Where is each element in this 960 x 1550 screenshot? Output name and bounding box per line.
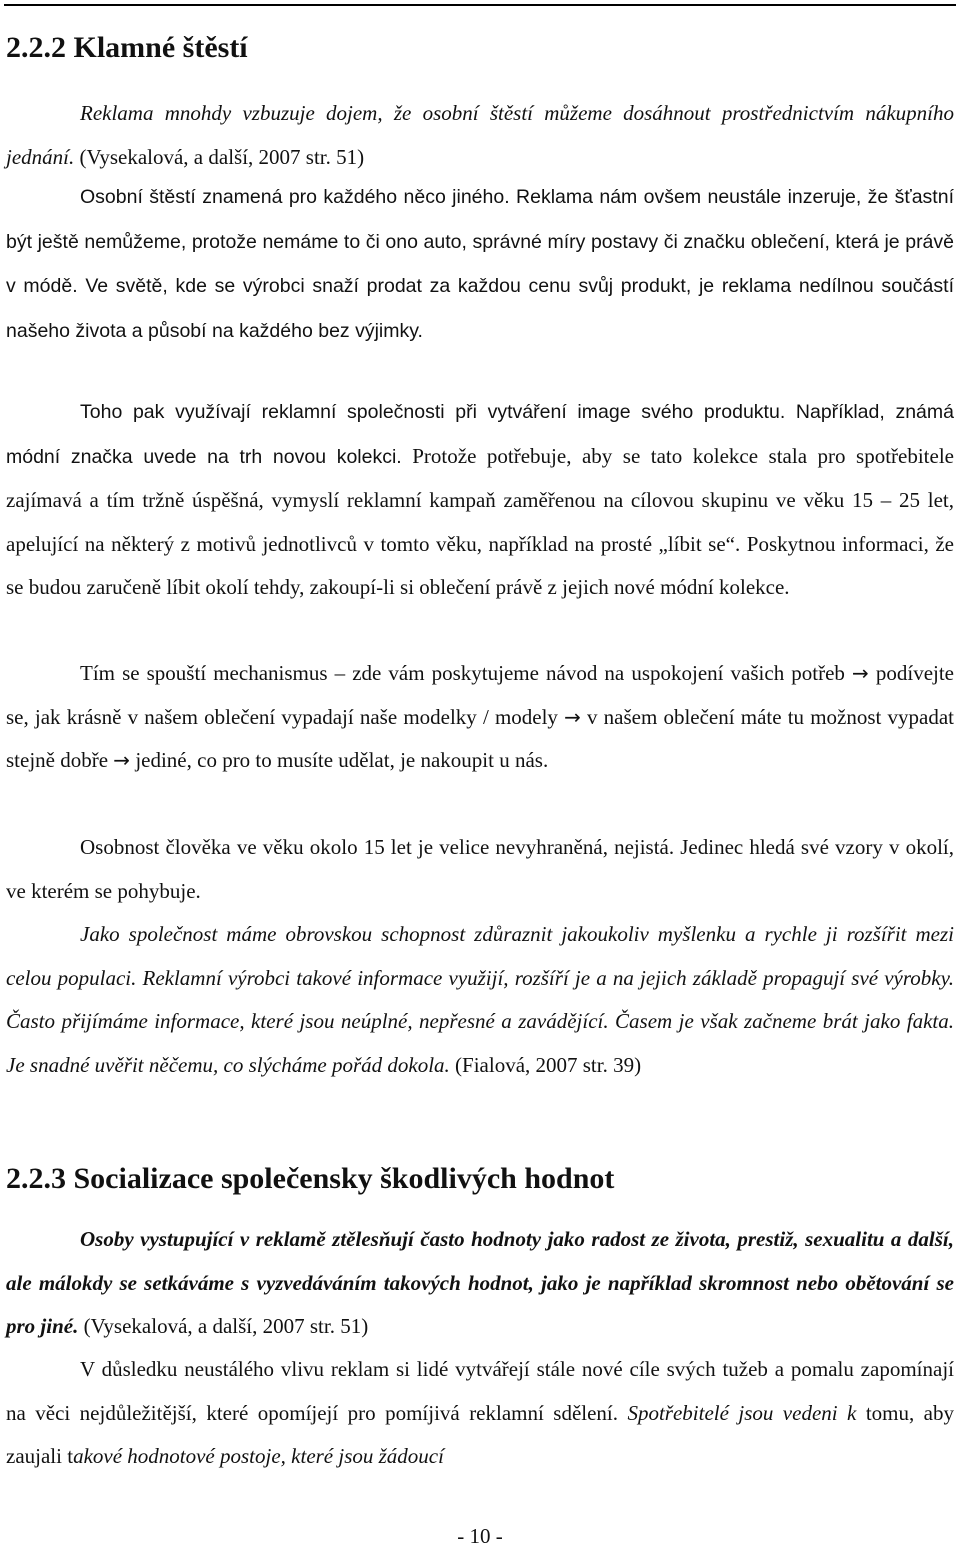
paragraph-mechanismus	[6, 652, 954, 783]
text-part-1: V důsledku neustálého vlivu reklam si lidé vytvářejí stále nové cíle svých tužeb a pomalu zapomínají na věci nejdůležitější, které opomíjejí pro pomíjivá reklamní sdělení.	[6, 1357, 954, 1425]
text-part-2: podívejte se, jak krásně v našem oblečení vypadají naše modelky / modely	[6, 661, 955, 729]
paragraph-sans-text: Toho pak využívají reklamní společnosti při vytváření image svého produktu. Například, známá módní značka uvede na trh novou kolekci.	[6, 401, 954, 468]
italic-text-1: Spotřebitelé jsou vedeni k	[627, 1400, 857, 1425]
text-part-3: v našem oblečení máte tu možnost vypadat stejně dobře	[6, 704, 954, 772]
text-part-4: jediné, co pro to musíte udělat, je nakoupit u nás.	[130, 748, 549, 772]
quote-text: Jako společnost máme obrovskou schopnost zdůraznit jakoukoliv myšlenku a rychle ji rozšířit mezi celou populaci. Reklamní výrobci takové informace využijí, rozšíří je a na jejich základě propagují své výrobky. Často přijímáme informace, které jsou neúplné, nepřesné a zavádějící. Časem je však začneme brát jako fakta. Je snadné uvěřit něčemu, co slýcháme pořád dokola.	[6, 922, 954, 1077]
arrow-right-icon: →	[852, 661, 869, 685]
text-part-2: tomu, aby zaujali t	[6, 1400, 954, 1468]
paragraph-osobnost: Osobnost člověka ve věku okolo 15 let je velice nevyhraněná, nejistá. Jedinec hledá své vzory v okolí, ve kterém se pohybuje.	[6, 835, 954, 903]
section-heading-socializace: 2.2.3 Socializace společensky škodlivých hodnot	[6, 1162, 615, 1195]
citation: (Vysekalová, a další, 2007 str. 51)	[78, 1314, 369, 1338]
paragraph-spolecnost-quote	[6, 913, 954, 1087]
paragraph-dusledek	[6, 1348, 954, 1479]
arrow-right-icon: →	[564, 704, 581, 729]
text-part-1: Tím se spouští mechanismus – zde vám poskytujeme návod na uspokojení vašich potřeb	[80, 661, 853, 685]
paragraph-osobni-stesti	[6, 175, 954, 353]
paragraph-reklama-quote	[6, 92, 954, 179]
italic-text-2: akové hodnotové postoje, které jsou žádoucí	[73, 1444, 444, 1468]
paragraph-sans-text-2: Reklama nám ovšem neustále inzeruje, že šťastní být ještě nemůžeme, protože nemáme to či ono auto, správné míry postavy či značku oblečení, která je právě v módě.	[6, 186, 954, 297]
citation: (Fialová, 2007 str. 39)	[449, 1052, 642, 1077]
paragraph-osoby-quote	[6, 1218, 954, 1349]
quote-text: Osoby vystupující v reklamě ztělesňují často hodnoty jako radost ze života, prestiž, sexualitu a další, ale málokdy se setkáváme s vyzvedáváním takových hodnot, jako je například skromnost nebo obětování se pro jiné.	[6, 1227, 954, 1338]
paragraph-sans-text: Osobní štěstí znamená pro každého něco jiného.	[80, 186, 510, 208]
paragraph-reklamni-spolecnosti	[6, 390, 954, 610]
arrow-right-icon: →	[113, 748, 131, 772]
quote-text: Reklama mnohdy vzbuzuje dojem, že osobní štěstí můžeme dosáhnout prostřednictvím nákupního jednání.	[6, 101, 954, 169]
paragraph-sans-text-3: Ve světě, kde se výrobci snaží prodat za každou cenu svůj produkt, je reklama nedílnou součástí našeho života a působí na každého bez výjimky.	[6, 275, 954, 342]
top-rule	[4, 4, 956, 6]
paragraph-serif-text: Protože potřebuje, aby se tato kolekce stala pro spotřebitele zajímavá a tím tržně úspěšná, vymyslí reklamní kampaň zaměřenou na cílovou skupinu ve věku 15 – 25 let, apelující na některý z motivů jednotlivců v tomto věku, například na prosté „líbit se“. Poskytnou informaci, že se budou zaručeně líbit okolí tehdy, zakoupí-li si oblečení právě z jejich nové módní kolekce.	[6, 443, 954, 599]
citation: (Vysekalová, a další, 2007 str. 51)	[74, 144, 365, 169]
section-heading-klamne-stesti: 2.2.2 Klamné štěstí	[6, 31, 248, 64]
page-number: - 10 -	[457, 1524, 503, 1548]
